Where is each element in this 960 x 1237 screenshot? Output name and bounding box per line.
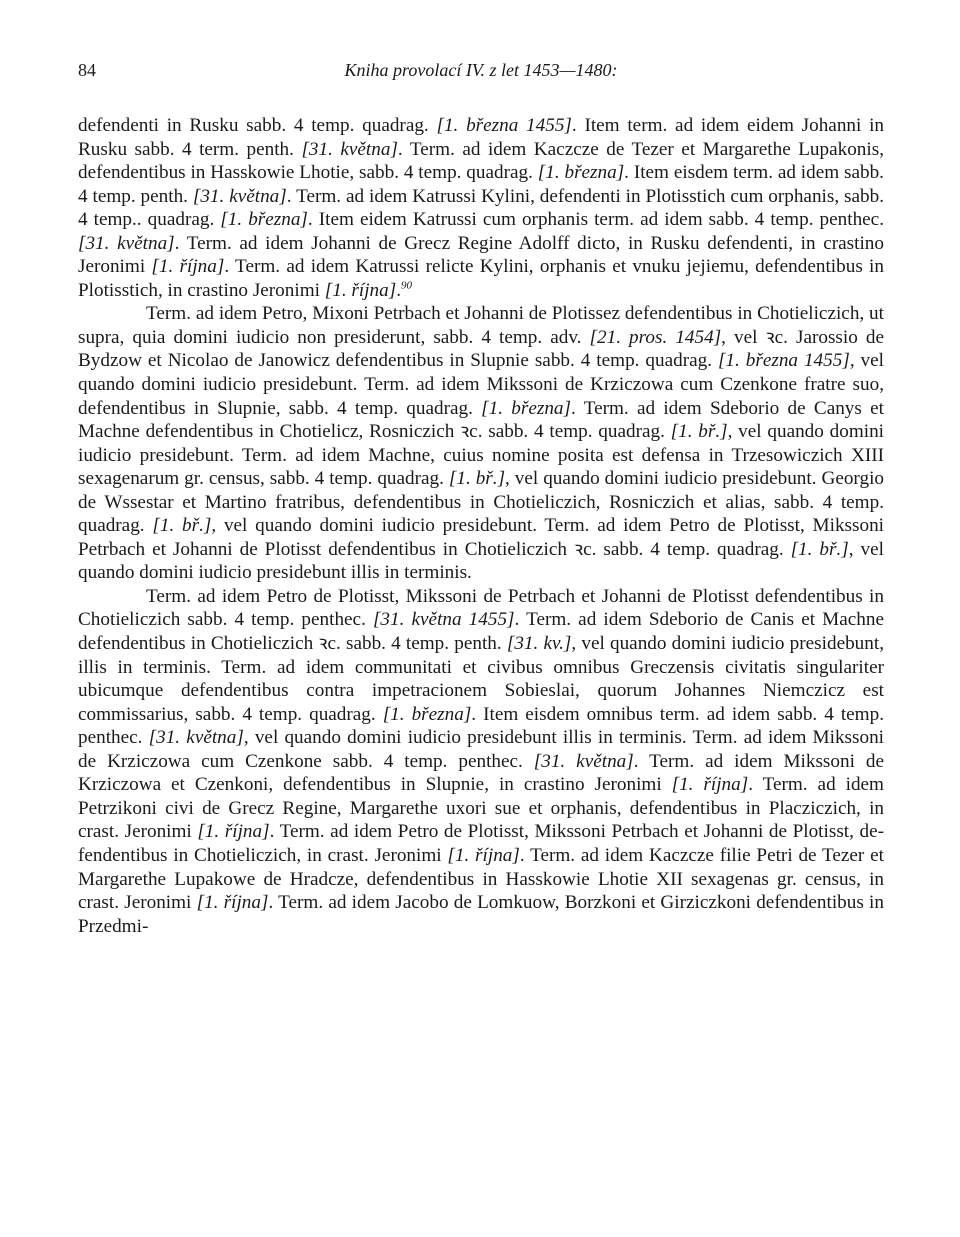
text-run: , vel quando domini iudicio presidebunt illis in terminis. (78, 538, 884, 584)
date-annotation: [31. května] (192, 185, 287, 207)
date-annotation: [1. října] (324, 279, 397, 301)
text-run: . Term. ad idem Mikssoni de Krziczowa et Czenkoni, defendentibus in Slupnie, in crastino Jeronimi (78, 750, 884, 796)
date-annotation: [1. října] (197, 821, 270, 843)
date-annotation: [1. března 1455] (436, 115, 572, 136)
text-run: . Term. ad idem Petrzikoni civi de Grecz Regine, Margarethe uxori sue et orphanis, defendentibus in Placziczich, in crast. Jeronimi (78, 774, 884, 843)
text-run: . Term. ad idem Sdeborio de Canys et Machne defendentibus in Chotielicz, Rosniczich ꝛc. sabb. 4 temp. quadrag. (78, 397, 884, 443)
text-run: defendenti in Rusku sabb. 4 temp. quadrag. (78, 115, 437, 136)
text-run: , vel quando domini iudicio presidebunt. Term. ad idem Machne, cuius nomine posita est defensa in Trzesowiczich XIII sexagenarum gr. census, sabb. 4 temp. quadrag. (78, 421, 884, 490)
text-run: . Item eisdem omnibus term. ad idem sabb. 4 temp. penthec. (78, 703, 884, 749)
text-run: , vel quando domini iudicio presidebunt. Term. ad idem Mikssoni de Krziczowa cum Czenkone fratre suo, defendentibus in Slupnie, sabb. 4 temp. quadrag. (78, 350, 885, 419)
text-run: , vel ꝛc. Jarossio de Bydzow et Nicolao de Janowicz defendentibus in Slupnie sabb. 4 temp. quadrag. (78, 326, 884, 372)
date-annotation: [1. října] (151, 256, 225, 278)
text-run: Term. ad idem Petro, Mixoni Petrbach et Johanni de Plotissez defendentibus in Chotieliczich, ut supra, quia domini iudicio non presiderunt, sabb. 4 temp. adv. (78, 303, 884, 348)
date-annotation: [31. května] (533, 750, 634, 772)
date-annotation: [31. kv.] (506, 633, 572, 655)
date-annotation: [1. bř.] (448, 468, 506, 490)
text-run: . Term. ad idem Katrussi relicte Kylini, orphanis et vnuku jejiemu, defendentibus in Plotisstich, in crastino Jeronimi (78, 256, 884, 301)
text-run: . Term. ad idem Kaczcze de Tezer et Margarethe Lupakonis, defendentibus in Hasskowie Lhotie, sabb. 4 temp. quadrag. (78, 138, 884, 184)
date-annotation: [1. října] (671, 774, 749, 796)
text-run: . Term. ad idem Kaczcze filie Petri de Tezer et Margarethe Lupakowe de Hradcze, defendentibus in Hasskowie Lhotie XII sexagenas gr. census, in crast. Jeronimi (78, 844, 884, 914)
date-annotation: [1. března 1455] (717, 350, 850, 372)
text-run: . Term. ad idem Johanni de Grecz Regine Adolff dicto, in Rusku defendenti, in crastino Jeronimi (78, 232, 884, 278)
text-run: , vel quando domini iudicio presidebunt. Term. ad idem Petro de Plotisst, Mikssoni Petrbach et Johanni de Plotisst defendentibus in Chotieliczich ꝛc. sabb. 4 temp. quadrag. (78, 515, 884, 560)
page-number: 84 (78, 60, 96, 80)
page-header (78, 60, 884, 90)
date-annotation: [1. března] (220, 209, 308, 231)
date-annotation: [1. října] (447, 844, 520, 866)
text-run: . Item eisdem term. ad idem sabb. 4 temp. penth. (78, 162, 884, 207)
date-annotation: [1. bř.] (152, 515, 212, 537)
text-run: , vel quando domini iudicio presidebunt illis in terminis. Term. ad idem Mikssoni de Krziczowa cum Czenkone sabb. 4 temp. penthec. (78, 727, 884, 772)
text-run: , vel quando domini iudicio presidebunt. Georgio de Wssestar et Martino fratribus, defendentibus in Chotieliczich, Rosniczich et alias, sabb. 4 temp. quadrag. (78, 468, 884, 537)
paragraph-2 (78, 302, 884, 585)
date-annotation: [31. května 1455] (372, 609, 515, 631)
date-annotation: [31. května] (301, 138, 398, 160)
footnote-marker: 90 (401, 279, 413, 292)
date-annotation: [1. října] (196, 892, 269, 914)
date-annotation: [1. bř.] (790, 538, 849, 560)
text-run: Term. ad idem Petro de Plotisst, Mikssoni de Petrbach et Johanni de Plotisst defendentibus in Chotieliczich sabb. 4 temp. penthec. (78, 585, 884, 631)
text-run: . (396, 279, 402, 301)
date-annotation: [21. pros. 1454] (589, 326, 722, 348)
date-annotation: [1. bř.] (670, 421, 728, 443)
date-annotation: [31. května] (148, 727, 244, 749)
text-run: . Item term. ad idem eidem Johanni in Rusku sabb. 4 term. penth. (78, 115, 885, 160)
text-run: . Term. ad idem Sdeborio de Canis et Machne defendentibus in Chotieliczich ꝛc. sabb. 4 temp. penth. (78, 609, 884, 655)
text-run: . Term. ad idem Petro de Plotisst, Mikssoni Petrbach et Johanni de Plotisst, defendentibus in Chotieliczich, in crast. Jeronimi (78, 821, 884, 866)
text-run: . Item eidem Katrussi cum orphanis term. ad idem sabb. 4 temp. penthec. (307, 209, 884, 231)
text-run: . Term. ad idem Jacobo de Lomkuow, Borzkoni et Girziczkoni defendentibus in Przedmi- (78, 892, 884, 937)
paragraph-1 (78, 114, 884, 302)
text-run: . Term. ad idem Katrussi Kylini, defendenti in Plotisstich cum orphanis, sabb. 4 temp.. quadrag. (78, 185, 884, 231)
date-annotation: [1. března] (537, 162, 625, 184)
date-annotation: [1. března] (481, 397, 571, 419)
date-annotation: [1. března] (382, 703, 472, 725)
date-annotation: [31. května] (78, 232, 175, 254)
paragraph-3 (78, 585, 884, 938)
body-text (78, 114, 884, 938)
text-run: , vel quando domini iudicio presidebunt, illis in terminis. Term. ad idem communitati et civibus omnibus Greczensis civitatis singulariter ubicumque defendentibus contra impetracionem Sobieslai, quorum Johannes Niemczicz est commissarius, sabb. 4 temp. quadrag. (78, 633, 884, 725)
running-title: Kniha provolací IV. z let 1453—1480: (344, 60, 618, 80)
